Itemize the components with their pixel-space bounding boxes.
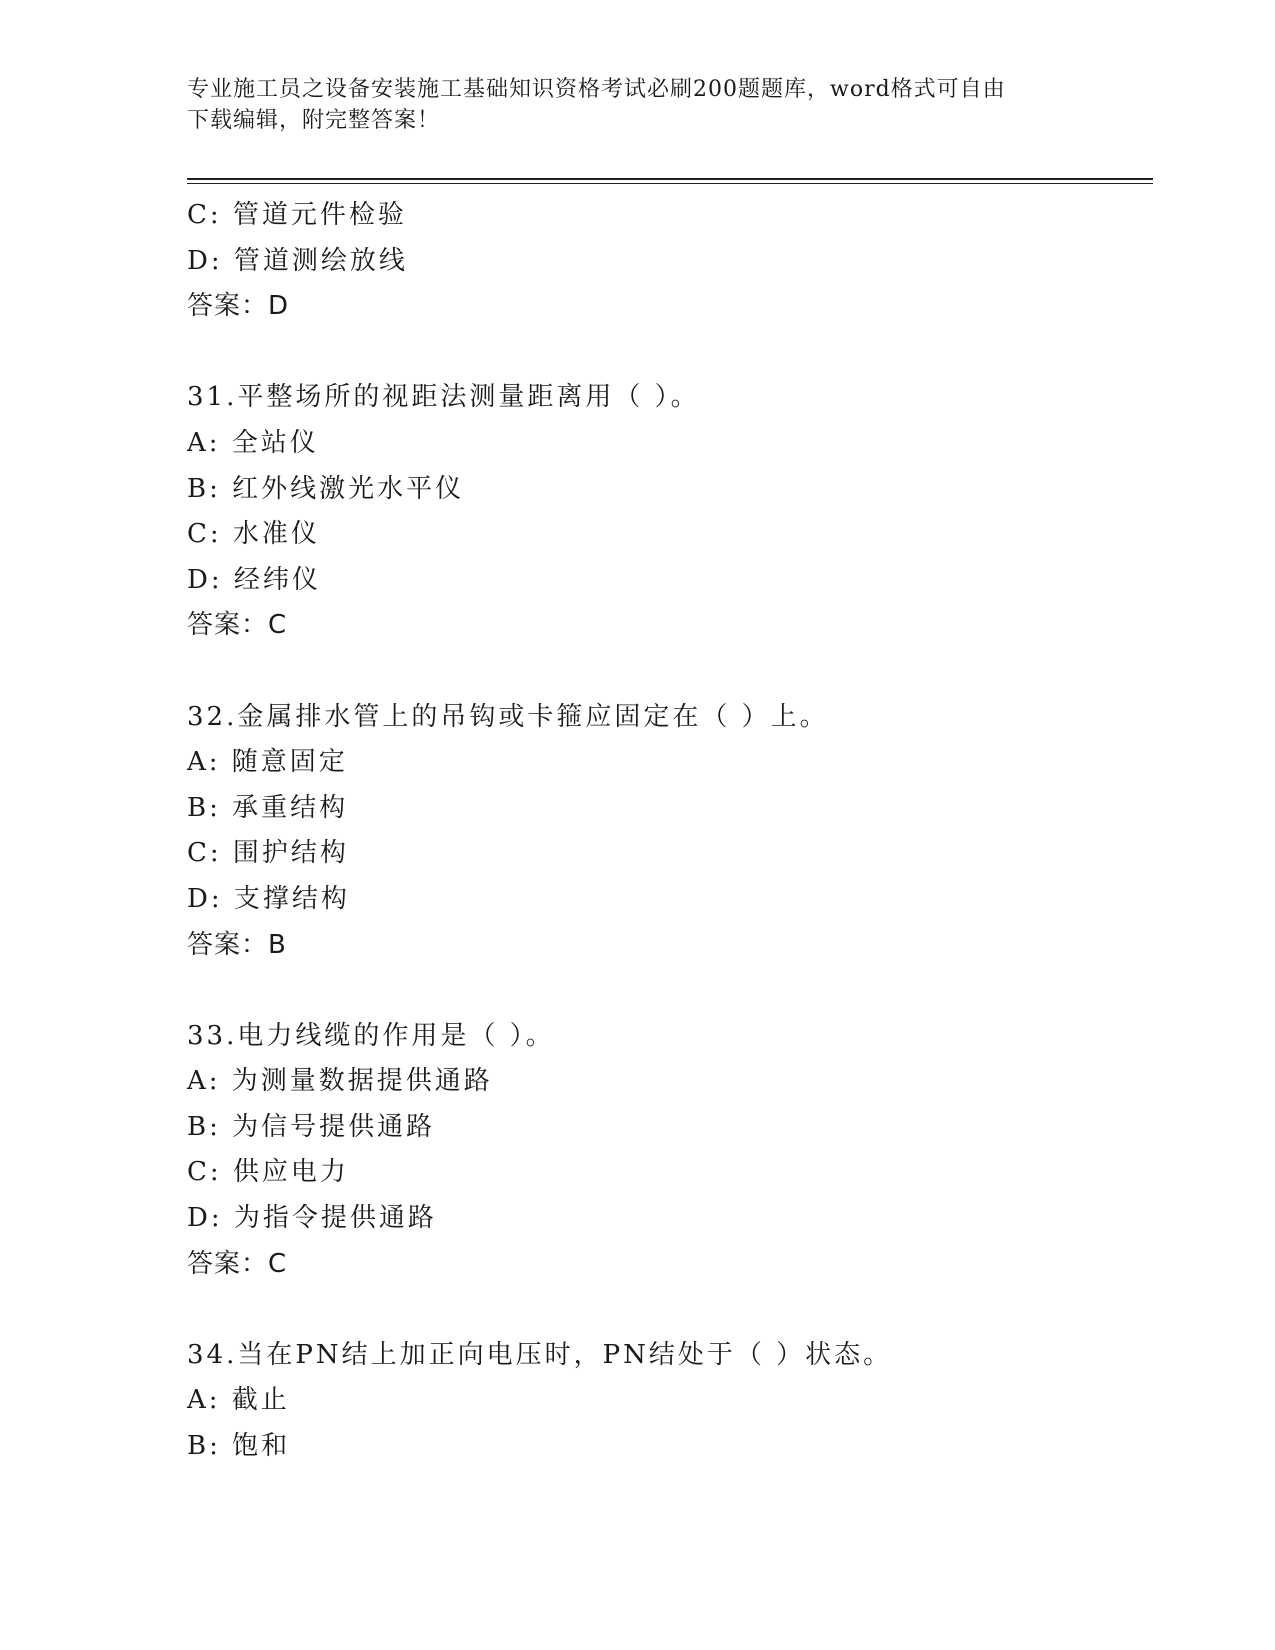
option-b: B: 红外线激光水平仪 (187, 473, 465, 504)
option-a: A: 全站仪 (187, 427, 319, 458)
option-c: C: 供应电力 (187, 1157, 349, 1188)
question-stem: 31.平整场所的视距法测量距离用（ ）。 (187, 382, 700, 413)
option-c: C: 管道元件检验 (187, 200, 407, 230)
option-c: C: 围护结构 (187, 838, 349, 869)
option-b: B: 承重结构 (187, 792, 349, 823)
header-title-line-2: 下载编辑，附完整答案！ (187, 108, 441, 133)
option-b: B: 饱和 (187, 1431, 291, 1462)
previous-question-tail (187, 193, 1153, 330)
header-divider-thick (187, 178, 1153, 180)
question-33 (187, 1014, 1153, 1288)
answer-line: 答案：D (187, 291, 290, 322)
option-a: A: 截止 (187, 1385, 290, 1416)
spacer (187, 649, 1153, 695)
option-d: D: 管道测绘放线 (187, 245, 408, 276)
document-header (187, 74, 1067, 136)
question-34 (187, 1333, 1153, 1470)
question-31 (187, 375, 1153, 649)
question-stem: 33.电力线缆的作用是（ ）。 (187, 1020, 555, 1051)
spacer (187, 1287, 1153, 1333)
option-b: B: 为信号提供通路 (187, 1111, 436, 1142)
option-d: D: 支撑结构 (187, 883, 350, 914)
option-c: C: 水准仪 (187, 519, 320, 550)
question-stem: 34.当在PN结上加正向电压时，PN结处于（ ）状态。 (187, 1339, 893, 1370)
header-divider-thin (187, 183, 1153, 184)
question-32 (187, 695, 1153, 969)
answer-line: 答案：C (187, 610, 288, 641)
answer-line: 答案：B (187, 929, 287, 960)
spacer (187, 330, 1153, 376)
option-a: A: 为测量数据提供通路 (187, 1066, 493, 1097)
answer-line: 答案：C (187, 1248, 288, 1279)
header-title-line-1: 专业施工员之设备安装施工基础知识资格考试必刷200题题库，word格式可自由 (187, 77, 1006, 102)
spacer (187, 968, 1153, 1014)
option-d: D: 为指令提供通路 (187, 1203, 437, 1234)
question-list (187, 193, 1153, 1470)
option-d: D: 经纬仪 (187, 564, 321, 595)
question-stem: 32.金属排水管上的吊钩或卡箍应固定在（ ）上。 (187, 701, 829, 732)
option-a: A: 随意固定 (187, 747, 348, 778)
